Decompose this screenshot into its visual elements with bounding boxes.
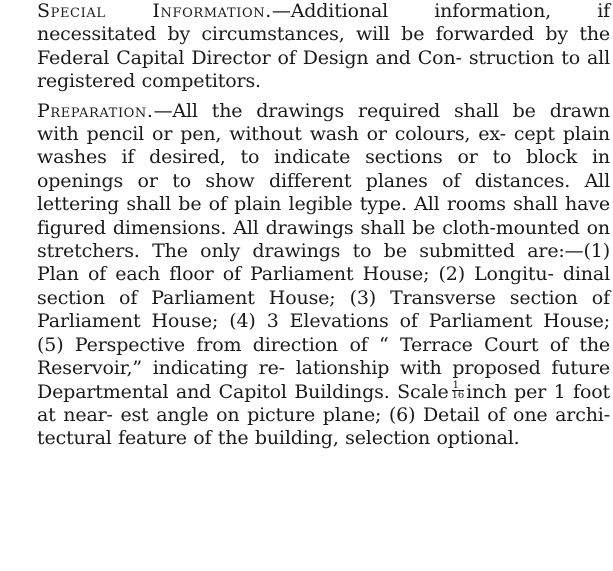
- text-line: est angle on picture plane; (6) Detail of one archi-: [120, 403, 610, 426]
- fraction-denominator: 16: [451, 390, 465, 401]
- text-line: the Federal Capital Director of Design and Con-: [37, 23, 610, 69]
- text-line: Parliament House; (5) Perspective from direction: [37, 310, 611, 356]
- document-page: [3, 0, 610, 451]
- text-line: —Additional information,: [271, 0, 552, 22]
- heading-preparation: Preparation.: [37, 99, 154, 122]
- paragraph-special-information: [3, 0, 610, 94]
- text-line: of each floor of Parliament House; (2) Longitu-: [87, 263, 554, 286]
- text-line: —All the drawings required shall be: [153, 99, 536, 122]
- text-line: block in openings or to show different planes of: [37, 146, 610, 192]
- text-line: inch per 1 foot at near-: [37, 380, 611, 426]
- text-line: The only drawings to be submitted are:—(1) Plan: [37, 240, 610, 286]
- scale-fraction: [452, 381, 464, 400]
- text-line: type. All rooms shall have figured dimensions.: [37, 193, 611, 239]
- text-line: if necessitated by circumstances, will be forwarded by: [37, 0, 611, 46]
- text-line: of “ Terrace Court of the Reservoir,” indicating re-: [37, 333, 611, 380]
- text-line: cept plain washes if desired, to indicate sections or to: [37, 123, 610, 169]
- text-line: section of Parliament House; (4) 3 Elevations of: [37, 286, 610, 333]
- heading-special-information: Special Information.: [37, 0, 272, 22]
- text-line: struction to all registered competitors.: [37, 46, 611, 93]
- text-line: distances. All lettering shall be of plain legible: [37, 169, 611, 216]
- text-line: tectural feature of the building, selection optional.: [37, 427, 520, 450]
- text-line: dinal section of Parliament House; (3) Transverse: [37, 263, 610, 309]
- paragraph-preparation: [3, 100, 610, 451]
- text-line: All drawings shall be cloth-mounted on stretchers.: [37, 216, 611, 263]
- fraction-numerator: 1: [452, 381, 464, 391]
- text-line: drawn with pencil or pen, without wash or colours, ex-: [37, 99, 611, 146]
- text-line: Capitol Buildings. Scale: [218, 380, 449, 403]
- text-line: lationship with proposed future Departmental and: [37, 357, 610, 403]
